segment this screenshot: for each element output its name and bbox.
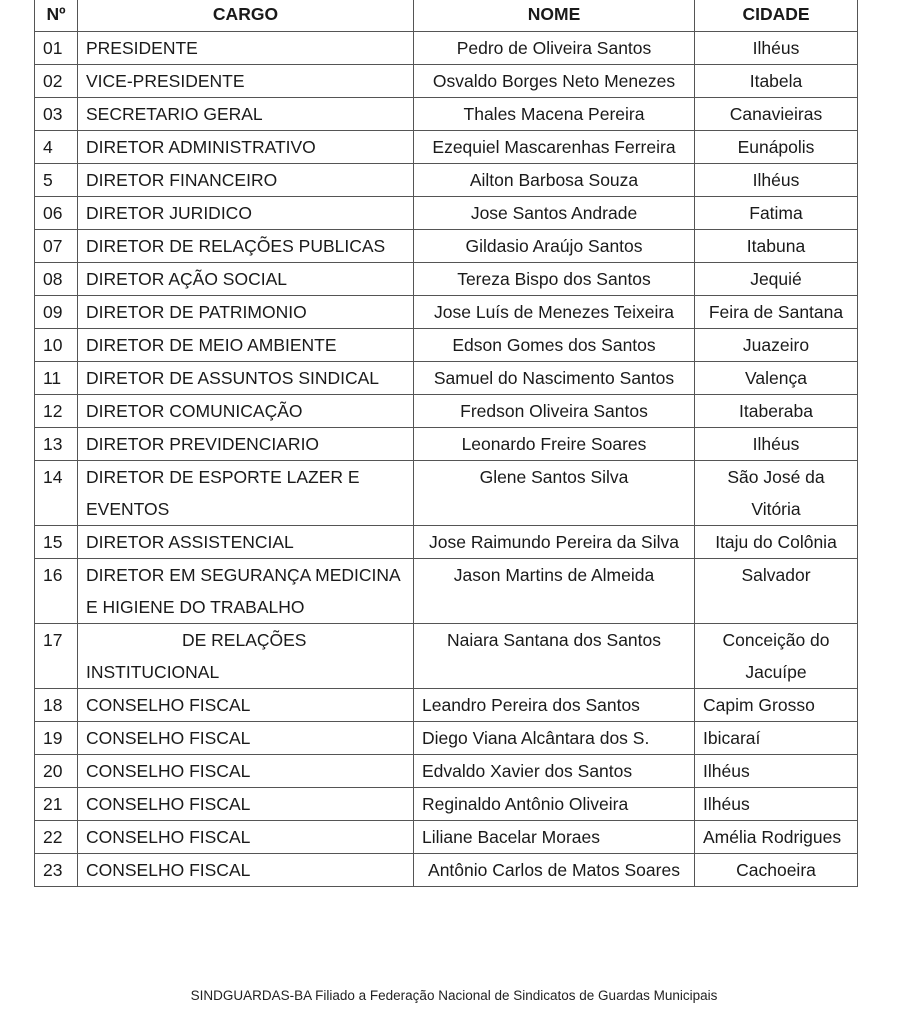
- row-number: 06: [35, 197, 78, 230]
- row-cargo: CONSELHO FISCAL: [78, 854, 414, 887]
- table-row: [35, 428, 858, 461]
- header-num: Nº: [35, 0, 78, 32]
- row-cidade: Feira de Santana: [695, 296, 858, 329]
- row-cidade: Ilhéus: [695, 788, 858, 821]
- table-row: [35, 197, 858, 230]
- row-nome: Fredson Oliveira Santos: [414, 395, 695, 428]
- row-cargo: DIRETOR FINANCEIRO: [78, 164, 414, 197]
- row-number: 4: [35, 131, 78, 164]
- row-nome: Samuel do Nascimento Santos: [414, 362, 695, 395]
- row-cidade: Itabela: [695, 65, 858, 98]
- row-cidade: Ibicaraí: [695, 722, 858, 755]
- row-cidade: Amélia Rodrigues: [695, 821, 858, 854]
- row-cargo-text: DE RELAÇÕES INSTITUCIONAL: [86, 630, 307, 682]
- row-cargo: [78, 624, 414, 689]
- row-cidade: Cachoeira: [695, 854, 858, 887]
- row-cidade: Juazeiro: [695, 329, 858, 362]
- row-cidade: Fatima: [695, 197, 858, 230]
- row-nome: Osvaldo Borges Neto Menezes: [414, 65, 695, 98]
- header-cidade: CIDADE: [695, 0, 858, 32]
- table-row: [35, 689, 858, 722]
- row-number: 10: [35, 329, 78, 362]
- table-row: [35, 559, 858, 624]
- row-cargo: DIRETOR AÇÃO SOCIAL: [78, 263, 414, 296]
- row-number: 01: [35, 32, 78, 65]
- header-nome: NOME: [414, 0, 695, 32]
- row-number: 16: [35, 559, 78, 624]
- row-number: 02: [35, 65, 78, 98]
- table-row: [35, 329, 858, 362]
- table-row: [35, 164, 858, 197]
- row-nome: Pedro de Oliveira Santos: [414, 32, 695, 65]
- row-cargo: DIRETOR ADMINISTRATIVO: [78, 131, 414, 164]
- row-number: 5: [35, 164, 78, 197]
- table-row: [35, 854, 858, 887]
- row-nome: Jose Santos Andrade: [414, 197, 695, 230]
- row-nome: Diego Viana Alcântara dos S.: [414, 722, 695, 755]
- table-row: [35, 131, 858, 164]
- row-cidade: Itaju do Colônia: [695, 526, 858, 559]
- row-nome: Leandro Pereira dos Santos: [414, 689, 695, 722]
- row-cargo: VICE-PRESIDENTE: [78, 65, 414, 98]
- row-cargo: DIRETOR JURIDICO: [78, 197, 414, 230]
- row-cidade: Conceição do Jacuípe: [695, 624, 858, 689]
- row-cargo: CONSELHO FISCAL: [78, 689, 414, 722]
- row-cargo: DIRETOR DE MEIO AMBIENTE: [78, 329, 414, 362]
- row-nome: Glene Santos Silva: [414, 461, 695, 526]
- table-row: [35, 624, 858, 689]
- row-number: 22: [35, 821, 78, 854]
- row-cidade: Capim Grosso: [695, 689, 858, 722]
- row-cargo: DIRETOR ASSISTENCIAL: [78, 526, 414, 559]
- table-row: [35, 230, 858, 263]
- row-cidade: Ilhéus: [695, 32, 858, 65]
- row-number: 19: [35, 722, 78, 755]
- row-cargo: PRESIDENTE: [78, 32, 414, 65]
- row-cargo: DIRETOR PREVIDENCIARIO: [78, 428, 414, 461]
- row-nome: Thales Macena Pereira: [414, 98, 695, 131]
- row-number: 07: [35, 230, 78, 263]
- row-cargo: SECRETARIO GERAL: [78, 98, 414, 131]
- row-cidade: São José da Vitória: [695, 461, 858, 526]
- row-cidade: Ilhéus: [695, 164, 858, 197]
- table-row: [35, 526, 858, 559]
- row-nome: Ailton Barbosa Souza: [414, 164, 695, 197]
- table-row: [35, 395, 858, 428]
- row-number: 03: [35, 98, 78, 131]
- row-cargo: CONSELHO FISCAL: [78, 722, 414, 755]
- table-row: [35, 65, 858, 98]
- row-cargo: DIRETOR DE ESPORTE LAZER E EVENTOS: [78, 461, 414, 526]
- table-row: [35, 461, 858, 526]
- row-cidade: Salvador: [695, 559, 858, 624]
- table-row: [35, 821, 858, 854]
- row-nome: Jose Raimundo Pereira da Silva: [414, 526, 695, 559]
- row-number: 17: [35, 624, 78, 689]
- row-cargo: CONSELHO FISCAL: [78, 755, 414, 788]
- table-row: [35, 98, 858, 131]
- row-nome: Naiara Santana dos Santos: [414, 624, 695, 689]
- row-number: 15: [35, 526, 78, 559]
- row-cidade: Ilhéus: [695, 428, 858, 461]
- row-number: 23: [35, 854, 78, 887]
- table-row: [35, 722, 858, 755]
- row-nome: Jason Martins de Almeida: [414, 559, 695, 624]
- row-nome: Jose Luís de Menezes Teixeira: [414, 296, 695, 329]
- row-nome: Liliane Bacelar Moraes: [414, 821, 695, 854]
- row-cargo: CONSELHO FISCAL: [78, 821, 414, 854]
- row-cidade: Valença: [695, 362, 858, 395]
- row-nome: Tereza Bispo dos Santos: [414, 263, 695, 296]
- row-number: 12: [35, 395, 78, 428]
- row-cargo: DIRETOR EM SEGURANÇA MEDICINA E HIGIENE DO TRABALHO: [78, 559, 414, 624]
- row-number: 20: [35, 755, 78, 788]
- row-number: 18: [35, 689, 78, 722]
- table-row: [35, 362, 858, 395]
- row-nome: Edson Gomes dos Santos: [414, 329, 695, 362]
- board-roster-table: [34, 0, 858, 887]
- row-nome: Gildasio Araújo Santos: [414, 230, 695, 263]
- row-cargo: DIRETOR DE ASSUNTOS SINDICAL: [78, 362, 414, 395]
- row-nome: Antônio Carlos de Matos Soares: [414, 854, 695, 887]
- row-number: 13: [35, 428, 78, 461]
- table-row: [35, 788, 858, 821]
- table-row: [35, 263, 858, 296]
- header-cargo: CARGO: [78, 0, 414, 32]
- row-cidade: Ilhéus: [695, 755, 858, 788]
- row-number: 11: [35, 362, 78, 395]
- row-cidade: Eunápolis: [695, 131, 858, 164]
- row-number: 14: [35, 461, 78, 526]
- row-number: 08: [35, 263, 78, 296]
- row-cargo: DIRETOR COMUNICAÇÃO: [78, 395, 414, 428]
- row-number: 21: [35, 788, 78, 821]
- row-number: 09: [35, 296, 78, 329]
- row-cidade: Canavieiras: [695, 98, 858, 131]
- row-nome: Reginaldo Antônio Oliveira: [414, 788, 695, 821]
- table-header-row: [35, 0, 858, 32]
- row-cargo: DIRETOR DE PATRIMONIO: [78, 296, 414, 329]
- row-nome: Edvaldo Xavier dos Santos: [414, 755, 695, 788]
- row-cidade: Itabuna: [695, 230, 858, 263]
- row-cargo: CONSELHO FISCAL: [78, 788, 414, 821]
- table-row: [35, 296, 858, 329]
- row-nome: Leonardo Freire Soares: [414, 428, 695, 461]
- row-cargo: DIRETOR DE RELAÇÕES PUBLICAS: [78, 230, 414, 263]
- row-cidade: Itaberaba: [695, 395, 858, 428]
- table-row: [35, 755, 858, 788]
- table-row: [35, 32, 858, 65]
- row-cidade: Jequié: [695, 263, 858, 296]
- footer-affiliation: SINDGUARDAS-BA Filiado a Federação Nacional de Sindicatos de Guardas Municipais: [190, 988, 718, 1003]
- row-nome: Ezequiel Mascarenhas Ferreira: [414, 131, 695, 164]
